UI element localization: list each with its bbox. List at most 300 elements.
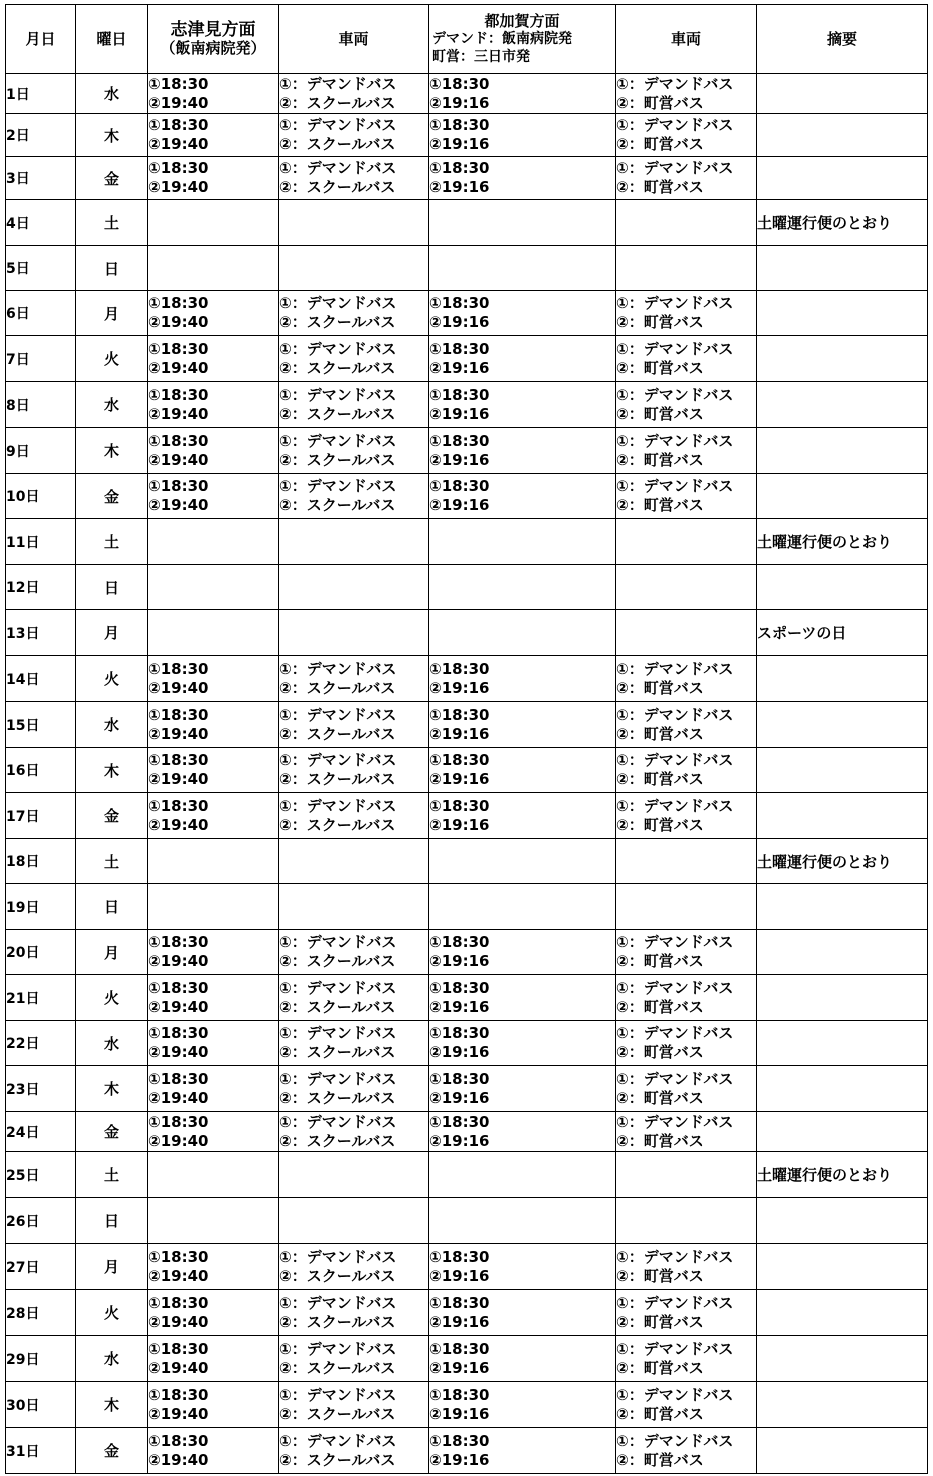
table-row bbox=[6, 930, 928, 975]
day-of-week-cell: 水 bbox=[76, 702, 148, 748]
tsukaga-vehicle-cell bbox=[616, 930, 757, 975]
tsukaga-time-cell-line-1: ①18:30 bbox=[429, 705, 490, 724]
tsukaga-time-cell bbox=[429, 610, 616, 656]
tsukaga-time-cell bbox=[429, 200, 616, 246]
tsukaga-vehicle-cell bbox=[616, 1382, 757, 1428]
table-row bbox=[6, 884, 928, 930]
shitsumi-time-cell-line-2: ②19:40 bbox=[148, 815, 209, 834]
shitsumi-vehicle-cell-line-2: ②：スクールバス bbox=[279, 496, 396, 514]
shitsumi-time-cell-line-1: ①18:30 bbox=[148, 1293, 209, 1312]
tsukaga-time-cell-line-2: ②19:16 bbox=[429, 1088, 490, 1107]
day-of-week-cell: 土 bbox=[76, 519, 148, 565]
tsukaga-time-cell bbox=[429, 702, 616, 748]
day-of-week-cell: 火 bbox=[76, 975, 148, 1021]
tsukaga-time-cell-line-2: ②19:16 bbox=[429, 815, 490, 834]
tsukaga-vehicle-cell-line-2: ②：町営バス bbox=[616, 770, 704, 788]
date-cell: 18日 bbox=[6, 839, 76, 884]
tsukaga-time-cell-line-1: ①18:30 bbox=[429, 978, 490, 997]
tsukaga-vehicle-cell-line-1: ①：デマンドバス bbox=[616, 978, 734, 997]
note-cell bbox=[757, 1336, 928, 1382]
tsukaga-vehicle-cell-line-1: ①：デマンドバス bbox=[616, 705, 734, 724]
tsukaga-time-cell-line-1: ①18:30 bbox=[429, 159, 490, 177]
tsukaga-time-cell-line-2: ②19:16 bbox=[429, 450, 490, 469]
shitsumi-vehicle-cell bbox=[279, 114, 429, 157]
header-shitsumi bbox=[148, 5, 279, 74]
shitsumi-vehicle-cell-line-2: ②：スクールバス bbox=[279, 815, 396, 834]
tsukaga-time-cell-line-2: ②19:16 bbox=[429, 313, 490, 331]
tsukaga-time-cell bbox=[429, 1198, 616, 1244]
day-of-week-cell: 土 bbox=[76, 200, 148, 246]
tsukaga-vehicle-cell-line-1: ①：デマンドバス bbox=[616, 933, 734, 951]
tsukaga-vehicle-cell-line-1: ①：デマンドバス bbox=[616, 796, 734, 815]
tsukaga-time-cell-line-1: ①18:30 bbox=[429, 1024, 490, 1042]
note-cell bbox=[757, 428, 928, 474]
table-row bbox=[6, 1152, 928, 1198]
tsukaga-vehicle-cell-line-1: ①：デマンドバス bbox=[616, 751, 734, 769]
shitsumi-vehicle-cell-line-2: ②：スクールバス bbox=[279, 1358, 396, 1377]
tsukaga-vehicle-cell bbox=[616, 474, 757, 519]
shitsumi-vehicle-cell bbox=[279, 1198, 429, 1244]
tsukaga-time-cell bbox=[429, 336, 616, 382]
tsukaga-vehicle-cell-line-1: ①：デマンドバス bbox=[616, 339, 734, 358]
tsukaga-vehicle-cell bbox=[616, 1198, 757, 1244]
tsukaga-vehicle-cell bbox=[616, 114, 757, 157]
tsukaga-vehicle-cell bbox=[616, 1112, 757, 1152]
date-cell: 5日 bbox=[6, 246, 76, 291]
date-cell: 28日 bbox=[6, 1290, 76, 1336]
tsukaga-time-cell-line-1: ①18:30 bbox=[429, 116, 490, 134]
header-tsukaga bbox=[429, 5, 616, 74]
shitsumi-vehicle-cell-line-2: ②：スクールバス bbox=[279, 135, 396, 153]
tsukaga-time-cell-line-1: ①18:30 bbox=[429, 477, 490, 495]
day-of-week-cell: 月 bbox=[76, 1244, 148, 1290]
shitsumi-time-cell-line-1: ①18:30 bbox=[148, 1431, 209, 1450]
table-row bbox=[6, 1428, 928, 1474]
shitsumi-vehicle-cell bbox=[279, 748, 429, 793]
shitsumi-vehicle-cell bbox=[279, 1021, 429, 1066]
shitsumi-vehicle-cell bbox=[279, 1290, 429, 1336]
tsukaga-vehicle-cell-line-1: ①：デマンドバス bbox=[616, 1339, 734, 1358]
note-cell bbox=[757, 1428, 928, 1474]
tsukaga-time-cell-line-1: ①18:30 bbox=[429, 933, 490, 951]
tsukaga-time-cell bbox=[429, 1112, 616, 1152]
note-cell bbox=[757, 74, 928, 114]
tsukaga-time-cell bbox=[429, 1066, 616, 1112]
date-cell: 11日 bbox=[6, 519, 76, 565]
header-vehicle-2: 車両 bbox=[616, 5, 757, 74]
shitsumi-vehicle-cell bbox=[279, 336, 429, 382]
shitsumi-vehicle-cell-line-2: ②：スクールバス bbox=[279, 1043, 396, 1061]
table-row bbox=[6, 1066, 928, 1112]
table-row bbox=[6, 336, 928, 382]
shitsumi-time-cell bbox=[148, 702, 279, 748]
shitsumi-vehicle-cell-line-1: ①：デマンドバス bbox=[279, 1247, 397, 1266]
shitsumi-time-cell-line-1: ①18:30 bbox=[148, 978, 209, 997]
date-cell: 13日 bbox=[6, 610, 76, 656]
tsukaga-time-cell-line-2: ②19:16 bbox=[429, 1266, 490, 1285]
day-of-week-cell: 金 bbox=[76, 1112, 148, 1152]
shitsumi-vehicle-cell bbox=[279, 702, 429, 748]
shitsumi-time-cell-line-1: ①18:30 bbox=[148, 751, 209, 769]
table-row bbox=[6, 565, 928, 610]
shitsumi-time-cell-line-1: ①18:30 bbox=[148, 74, 209, 93]
tsukaga-vehicle-cell-line-1: ①：デマンドバス bbox=[616, 431, 734, 450]
date-cell: 15日 bbox=[6, 702, 76, 748]
tsukaga-time-cell-line-1: ①18:30 bbox=[429, 431, 490, 450]
note-cell bbox=[757, 246, 928, 291]
tsukaga-time-cell bbox=[429, 884, 616, 930]
day-of-week-cell: 日 bbox=[76, 565, 148, 610]
tsukaga-vehicle-cell-line-1: ①：デマンドバス bbox=[616, 1112, 734, 1131]
table-row bbox=[6, 382, 928, 428]
tsukaga-time-cell bbox=[429, 474, 616, 519]
tsukaga-time-cell-line-2: ②19:16 bbox=[429, 997, 490, 1016]
date-cell: 9日 bbox=[6, 428, 76, 474]
header-note: 摘要 bbox=[757, 5, 928, 74]
tsukaga-time-cell-line-1: ①18:30 bbox=[429, 339, 490, 358]
day-of-week-cell: 木 bbox=[76, 114, 148, 157]
tsukaga-time-cell bbox=[429, 519, 616, 565]
shitsumi-time-cell bbox=[148, 114, 279, 157]
shitsumi-time-cell bbox=[148, 200, 279, 246]
tsukaga-time-cell-line-1: ①18:30 bbox=[429, 1339, 490, 1358]
date-cell: 16日 bbox=[6, 748, 76, 793]
schedule-table bbox=[5, 4, 928, 1474]
tsukaga-vehicle-cell bbox=[616, 1428, 757, 1474]
tsukaga-vehicle-cell-line-2: ②：町営バス bbox=[616, 496, 704, 514]
tsukaga-time-cell-line-1: ①18:30 bbox=[429, 1112, 490, 1131]
shitsumi-time-cell bbox=[148, 291, 279, 336]
note-cell: スポーツの日 bbox=[757, 610, 928, 656]
shitsumi-vehicle-cell-line-1: ①：デマンドバス bbox=[279, 1069, 397, 1088]
shitsumi-vehicle-cell-line-2: ②：スクールバス bbox=[279, 178, 396, 196]
shitsumi-vehicle-cell bbox=[279, 428, 429, 474]
shitsumi-time-cell bbox=[148, 975, 279, 1021]
shitsumi-vehicle-cell-line-2: ②：スクールバス bbox=[279, 1404, 396, 1423]
table-row bbox=[6, 474, 928, 519]
date-cell: 7日 bbox=[6, 336, 76, 382]
note-cell bbox=[757, 975, 928, 1021]
tsukaga-time-cell-line-1: ①18:30 bbox=[429, 1247, 490, 1266]
tsukaga-vehicle-cell-line-2: ②：町営バス bbox=[616, 178, 704, 196]
tsukaga-vehicle-cell-line-1: ①：デマンドバス bbox=[616, 1024, 734, 1042]
shitsumi-time-cell-line-2: ②19:40 bbox=[148, 1450, 209, 1469]
tsukaga-vehicle-cell bbox=[616, 428, 757, 474]
tsukaga-vehicle-cell-line-1: ①：デマンドバス bbox=[616, 1431, 734, 1450]
shitsumi-vehicle-cell-line-2: ②：スクールバス bbox=[279, 952, 396, 970]
tsukaga-time-cell-line-2: ②19:16 bbox=[429, 135, 490, 153]
shitsumi-time-cell-line-2: ②19:40 bbox=[148, 678, 209, 697]
tsukaga-vehicle-cell bbox=[616, 74, 757, 114]
tsukaga-time-cell-line-2: ②19:16 bbox=[429, 1131, 490, 1150]
table-row bbox=[6, 114, 928, 157]
shitsumi-vehicle-cell bbox=[279, 884, 429, 930]
shitsumi-time-cell bbox=[148, 1152, 279, 1198]
table-row bbox=[6, 1112, 928, 1152]
shitsumi-time-cell-line-1: ①18:30 bbox=[148, 116, 209, 134]
shitsumi-time-cell-line-2: ②19:40 bbox=[148, 178, 209, 196]
header-vehicle-1: 車両 bbox=[279, 5, 429, 74]
day-of-week-cell: 水 bbox=[76, 382, 148, 428]
note-cell bbox=[757, 930, 928, 975]
note-cell bbox=[757, 1066, 928, 1112]
tsukaga-time-cell-line-2: ②19:16 bbox=[429, 1312, 490, 1331]
tsukaga-time-cell bbox=[429, 428, 616, 474]
date-cell: 27日 bbox=[6, 1244, 76, 1290]
shitsumi-time-cell-line-1: ①18:30 bbox=[148, 933, 209, 951]
date-cell: 17日 bbox=[6, 793, 76, 839]
note-cell bbox=[757, 336, 928, 382]
note-cell bbox=[757, 114, 928, 157]
shitsumi-vehicle-cell-line-2: ②：スクールバス bbox=[279, 1088, 396, 1107]
shitsumi-time-cell bbox=[148, 793, 279, 839]
tsukaga-time-cell-line-2: ②19:16 bbox=[429, 1043, 490, 1061]
shitsumi-time-cell-line-2: ②19:40 bbox=[148, 496, 209, 514]
header-date: 月日 bbox=[6, 5, 76, 74]
shitsumi-time-cell-line-2: ②19:40 bbox=[148, 724, 209, 743]
shitsumi-vehicle-cell bbox=[279, 474, 429, 519]
tsukaga-time-cell bbox=[429, 1382, 616, 1428]
date-cell: 10日 bbox=[6, 474, 76, 519]
shitsumi-time-cell bbox=[148, 382, 279, 428]
note-cell bbox=[757, 157, 928, 200]
tsukaga-vehicle-cell-line-2: ②：町営バス bbox=[616, 1404, 704, 1423]
note-cell: 土曜運行便のとおり bbox=[757, 1152, 928, 1198]
shitsumi-time-cell-line-2: ②19:40 bbox=[148, 135, 209, 153]
tsukaga-vehicle-cell-line-1: ①：デマンドバス bbox=[616, 1293, 734, 1312]
tsukaga-time-cell bbox=[429, 930, 616, 975]
shitsumi-vehicle-cell-line-1: ①：デマンドバス bbox=[279, 294, 397, 312]
shitsumi-time-cell bbox=[148, 1066, 279, 1112]
header-shitsumi-title: 志津見方面 bbox=[170, 20, 256, 40]
day-of-week-cell: 木 bbox=[76, 1066, 148, 1112]
tsukaga-time-cell bbox=[429, 1336, 616, 1382]
tsukaga-vehicle-cell bbox=[616, 793, 757, 839]
tsukaga-time-cell-line-1: ①18:30 bbox=[429, 659, 490, 678]
tsukaga-time-cell-line-1: ①18:30 bbox=[429, 74, 490, 93]
shitsumi-time-cell-line-2: ②19:40 bbox=[148, 358, 209, 377]
tsukaga-time-cell bbox=[429, 74, 616, 114]
shitsumi-time-cell bbox=[148, 157, 279, 200]
tsukaga-vehicle-cell-line-2: ②：町営バス bbox=[616, 724, 704, 743]
table-row bbox=[6, 975, 928, 1021]
tsukaga-time-cell-line-1: ①18:30 bbox=[429, 1069, 490, 1088]
header-tsukaga-sub1: デマンド：飯南病院発 bbox=[432, 31, 572, 47]
note-cell bbox=[757, 1021, 928, 1066]
tsukaga-vehicle-cell-line-2: ②：町営バス bbox=[616, 1312, 704, 1331]
tsukaga-vehicle-cell-line-1: ①：デマンドバス bbox=[616, 1385, 734, 1404]
tsukaga-vehicle-cell-line-2: ②：町営バス bbox=[616, 1088, 704, 1107]
date-cell: 8日 bbox=[6, 382, 76, 428]
tsukaga-vehicle-cell-line-2: ②：町営バス bbox=[616, 1043, 704, 1061]
note-cell bbox=[757, 748, 928, 793]
shitsumi-time-cell-line-2: ②19:40 bbox=[148, 997, 209, 1016]
shitsumi-vehicle-cell-line-1: ①：デマンドバス bbox=[279, 1339, 397, 1358]
day-of-week-cell: 金 bbox=[76, 1428, 148, 1474]
shitsumi-vehicle-cell-line-1: ①：デマンドバス bbox=[279, 751, 397, 769]
note-cell bbox=[757, 474, 928, 519]
shitsumi-vehicle-cell-line-1: ①：デマンドバス bbox=[279, 1385, 397, 1404]
tsukaga-vehicle-cell-line-1: ①：デマンドバス bbox=[616, 477, 734, 495]
note-cell bbox=[757, 1382, 928, 1428]
day-of-week-cell: 火 bbox=[76, 656, 148, 702]
tsukaga-vehicle-cell-line-1: ①：デマンドバス bbox=[616, 385, 734, 404]
shitsumi-vehicle-cell bbox=[279, 382, 429, 428]
tsukaga-vehicle-cell-line-1: ①：デマンドバス bbox=[616, 1069, 734, 1088]
note-cell: 土曜運行便のとおり bbox=[757, 839, 928, 884]
date-cell: 26日 bbox=[6, 1198, 76, 1244]
tsukaga-time-cell-line-2: ②19:16 bbox=[429, 93, 490, 112]
date-cell: 29日 bbox=[6, 1336, 76, 1382]
tsukaga-time-cell bbox=[429, 1244, 616, 1290]
tsukaga-time-cell bbox=[429, 565, 616, 610]
table-row bbox=[6, 656, 928, 702]
shitsumi-vehicle-cell-line-1: ①：デマンドバス bbox=[279, 159, 397, 177]
note-cell bbox=[757, 702, 928, 748]
day-of-week-cell: 月 bbox=[76, 291, 148, 336]
shitsumi-time-cell bbox=[148, 428, 279, 474]
date-cell: 23日 bbox=[6, 1066, 76, 1112]
tsukaga-vehicle-cell bbox=[616, 291, 757, 336]
shitsumi-time-cell bbox=[148, 336, 279, 382]
date-cell: 30日 bbox=[6, 1382, 76, 1428]
day-of-week-cell: 金 bbox=[76, 793, 148, 839]
shitsumi-time-cell-line-2: ②19:40 bbox=[148, 1131, 209, 1150]
shitsumi-time-cell bbox=[148, 656, 279, 702]
shitsumi-time-cell bbox=[148, 1382, 279, 1428]
table-row bbox=[6, 610, 928, 656]
shitsumi-vehicle-cell bbox=[279, 930, 429, 975]
day-of-week-cell: 水 bbox=[76, 1336, 148, 1382]
note-cell bbox=[757, 382, 928, 428]
shitsumi-vehicle-cell bbox=[279, 1152, 429, 1198]
shitsumi-time-cell bbox=[148, 930, 279, 975]
day-of-week-cell: 水 bbox=[76, 1021, 148, 1066]
tsukaga-vehicle-cell bbox=[616, 748, 757, 793]
header-tsukaga-title: 都加賀方面 bbox=[484, 12, 560, 30]
table-row bbox=[6, 1336, 928, 1382]
table-row bbox=[6, 74, 928, 114]
shitsumi-time-cell bbox=[148, 1021, 279, 1066]
day-of-week-cell: 火 bbox=[76, 336, 148, 382]
note-cell bbox=[757, 793, 928, 839]
shitsumi-time-cell-line-2: ②19:40 bbox=[148, 1266, 209, 1285]
tsukaga-vehicle-cell-line-2: ②：町営バス bbox=[616, 1266, 704, 1285]
shitsumi-vehicle-cell-line-2: ②：スクールバス bbox=[279, 1450, 396, 1469]
tsukaga-time-cell-line-1: ①18:30 bbox=[429, 751, 490, 769]
shitsumi-time-cell bbox=[148, 1198, 279, 1244]
table-row bbox=[6, 748, 928, 793]
tsukaga-vehicle-cell bbox=[616, 656, 757, 702]
shitsumi-vehicle-cell bbox=[279, 656, 429, 702]
tsukaga-time-cell-line-2: ②19:16 bbox=[429, 952, 490, 970]
tsukaga-vehicle-cell bbox=[616, 565, 757, 610]
date-cell: 14日 bbox=[6, 656, 76, 702]
tsukaga-vehicle-cell-line-2: ②：町営バス bbox=[616, 1358, 704, 1377]
shitsumi-time-cell-line-1: ①18:30 bbox=[148, 477, 209, 495]
date-cell: 22日 bbox=[6, 1021, 76, 1066]
shitsumi-vehicle-cell-line-2: ②：スクールバス bbox=[279, 358, 396, 377]
shitsumi-vehicle-cell bbox=[279, 1428, 429, 1474]
table-row bbox=[6, 839, 928, 884]
tsukaga-time-cell-line-1: ①18:30 bbox=[429, 796, 490, 815]
tsukaga-vehicle-cell-line-2: ②：町営バス bbox=[616, 135, 704, 153]
note-cell bbox=[757, 291, 928, 336]
note-cell: 土曜運行便のとおり bbox=[757, 519, 928, 565]
note-cell bbox=[757, 565, 928, 610]
tsukaga-time-cell bbox=[429, 839, 616, 884]
shitsumi-vehicle-cell-line-1: ①：デマンドバス bbox=[279, 933, 397, 951]
tsukaga-time-cell-line-2: ②19:16 bbox=[429, 678, 490, 697]
shitsumi-time-cell-line-1: ①18:30 bbox=[148, 1385, 209, 1404]
shitsumi-vehicle-cell-line-1: ①：デマンドバス bbox=[279, 1293, 397, 1312]
date-cell: 4日 bbox=[6, 200, 76, 246]
shitsumi-time-cell-line-2: ②19:40 bbox=[148, 93, 209, 112]
tsukaga-time-cell bbox=[429, 291, 616, 336]
tsukaga-time-cell bbox=[429, 793, 616, 839]
shitsumi-vehicle-cell-line-2: ②：スクールバス bbox=[279, 1266, 396, 1285]
tsukaga-vehicle-cell bbox=[616, 157, 757, 200]
shitsumi-vehicle-cell-line-2: ②：スクールバス bbox=[279, 1131, 396, 1150]
shitsumi-time-cell bbox=[148, 74, 279, 114]
date-cell: 2日 bbox=[6, 114, 76, 157]
shitsumi-vehicle-cell-line-1: ①：デマンドバス bbox=[279, 796, 397, 815]
shitsumi-time-cell bbox=[148, 610, 279, 656]
shitsumi-time-cell-line-2: ②19:40 bbox=[148, 1358, 209, 1377]
tsukaga-vehicle-cell bbox=[616, 702, 757, 748]
shitsumi-time-cell bbox=[148, 1112, 279, 1152]
shitsumi-time-cell-line-1: ①18:30 bbox=[148, 339, 209, 358]
day-of-week-cell: 日 bbox=[76, 884, 148, 930]
shitsumi-vehicle-cell bbox=[279, 1382, 429, 1428]
shitsumi-vehicle-cell bbox=[279, 610, 429, 656]
shitsumi-time-cell bbox=[148, 748, 279, 793]
note-cell bbox=[757, 1244, 928, 1290]
tsukaga-time-cell-line-1: ①18:30 bbox=[429, 1385, 490, 1404]
table-row bbox=[6, 793, 928, 839]
tsukaga-time-cell bbox=[429, 975, 616, 1021]
tsukaga-vehicle-cell-line-1: ①：デマンドバス bbox=[616, 294, 734, 312]
shitsumi-time-cell-line-2: ②19:40 bbox=[148, 1312, 209, 1331]
header-tsukaga-sub2: 町営：三日市発 bbox=[432, 49, 530, 65]
tsukaga-vehicle-cell-line-2: ②：町営バス bbox=[616, 93, 704, 112]
day-of-week-cell: 月 bbox=[76, 930, 148, 975]
tsukaga-time-cell bbox=[429, 157, 616, 200]
table-row bbox=[6, 200, 928, 246]
shitsumi-time-cell-line-1: ①18:30 bbox=[148, 1112, 209, 1131]
tsukaga-time-cell-line-2: ②19:16 bbox=[429, 1358, 490, 1377]
date-cell: 19日 bbox=[6, 884, 76, 930]
tsukaga-time-cell bbox=[429, 1428, 616, 1474]
day-of-week-cell: 金 bbox=[76, 474, 148, 519]
shitsumi-vehicle-cell-line-1: ①：デマンドバス bbox=[279, 477, 397, 495]
tsukaga-vehicle-cell bbox=[616, 1290, 757, 1336]
date-cell: 6日 bbox=[6, 291, 76, 336]
tsukaga-vehicle-cell-line-2: ②：町営バス bbox=[616, 313, 704, 331]
day-of-week-cell: 金 bbox=[76, 157, 148, 200]
day-of-week-cell: 木 bbox=[76, 428, 148, 474]
tsukaga-time-cell-line-1: ①18:30 bbox=[429, 385, 490, 404]
shitsumi-vehicle-cell bbox=[279, 839, 429, 884]
tsukaga-time-cell bbox=[429, 1021, 616, 1066]
shitsumi-vehicle-cell bbox=[279, 1336, 429, 1382]
note-cell bbox=[757, 1112, 928, 1152]
day-of-week-cell: 火 bbox=[76, 1290, 148, 1336]
table-row bbox=[6, 1021, 928, 1066]
tsukaga-time-cell-line-2: ②19:16 bbox=[429, 496, 490, 514]
day-of-week-cell: 日 bbox=[76, 246, 148, 291]
tsukaga-vehicle-cell bbox=[616, 884, 757, 930]
